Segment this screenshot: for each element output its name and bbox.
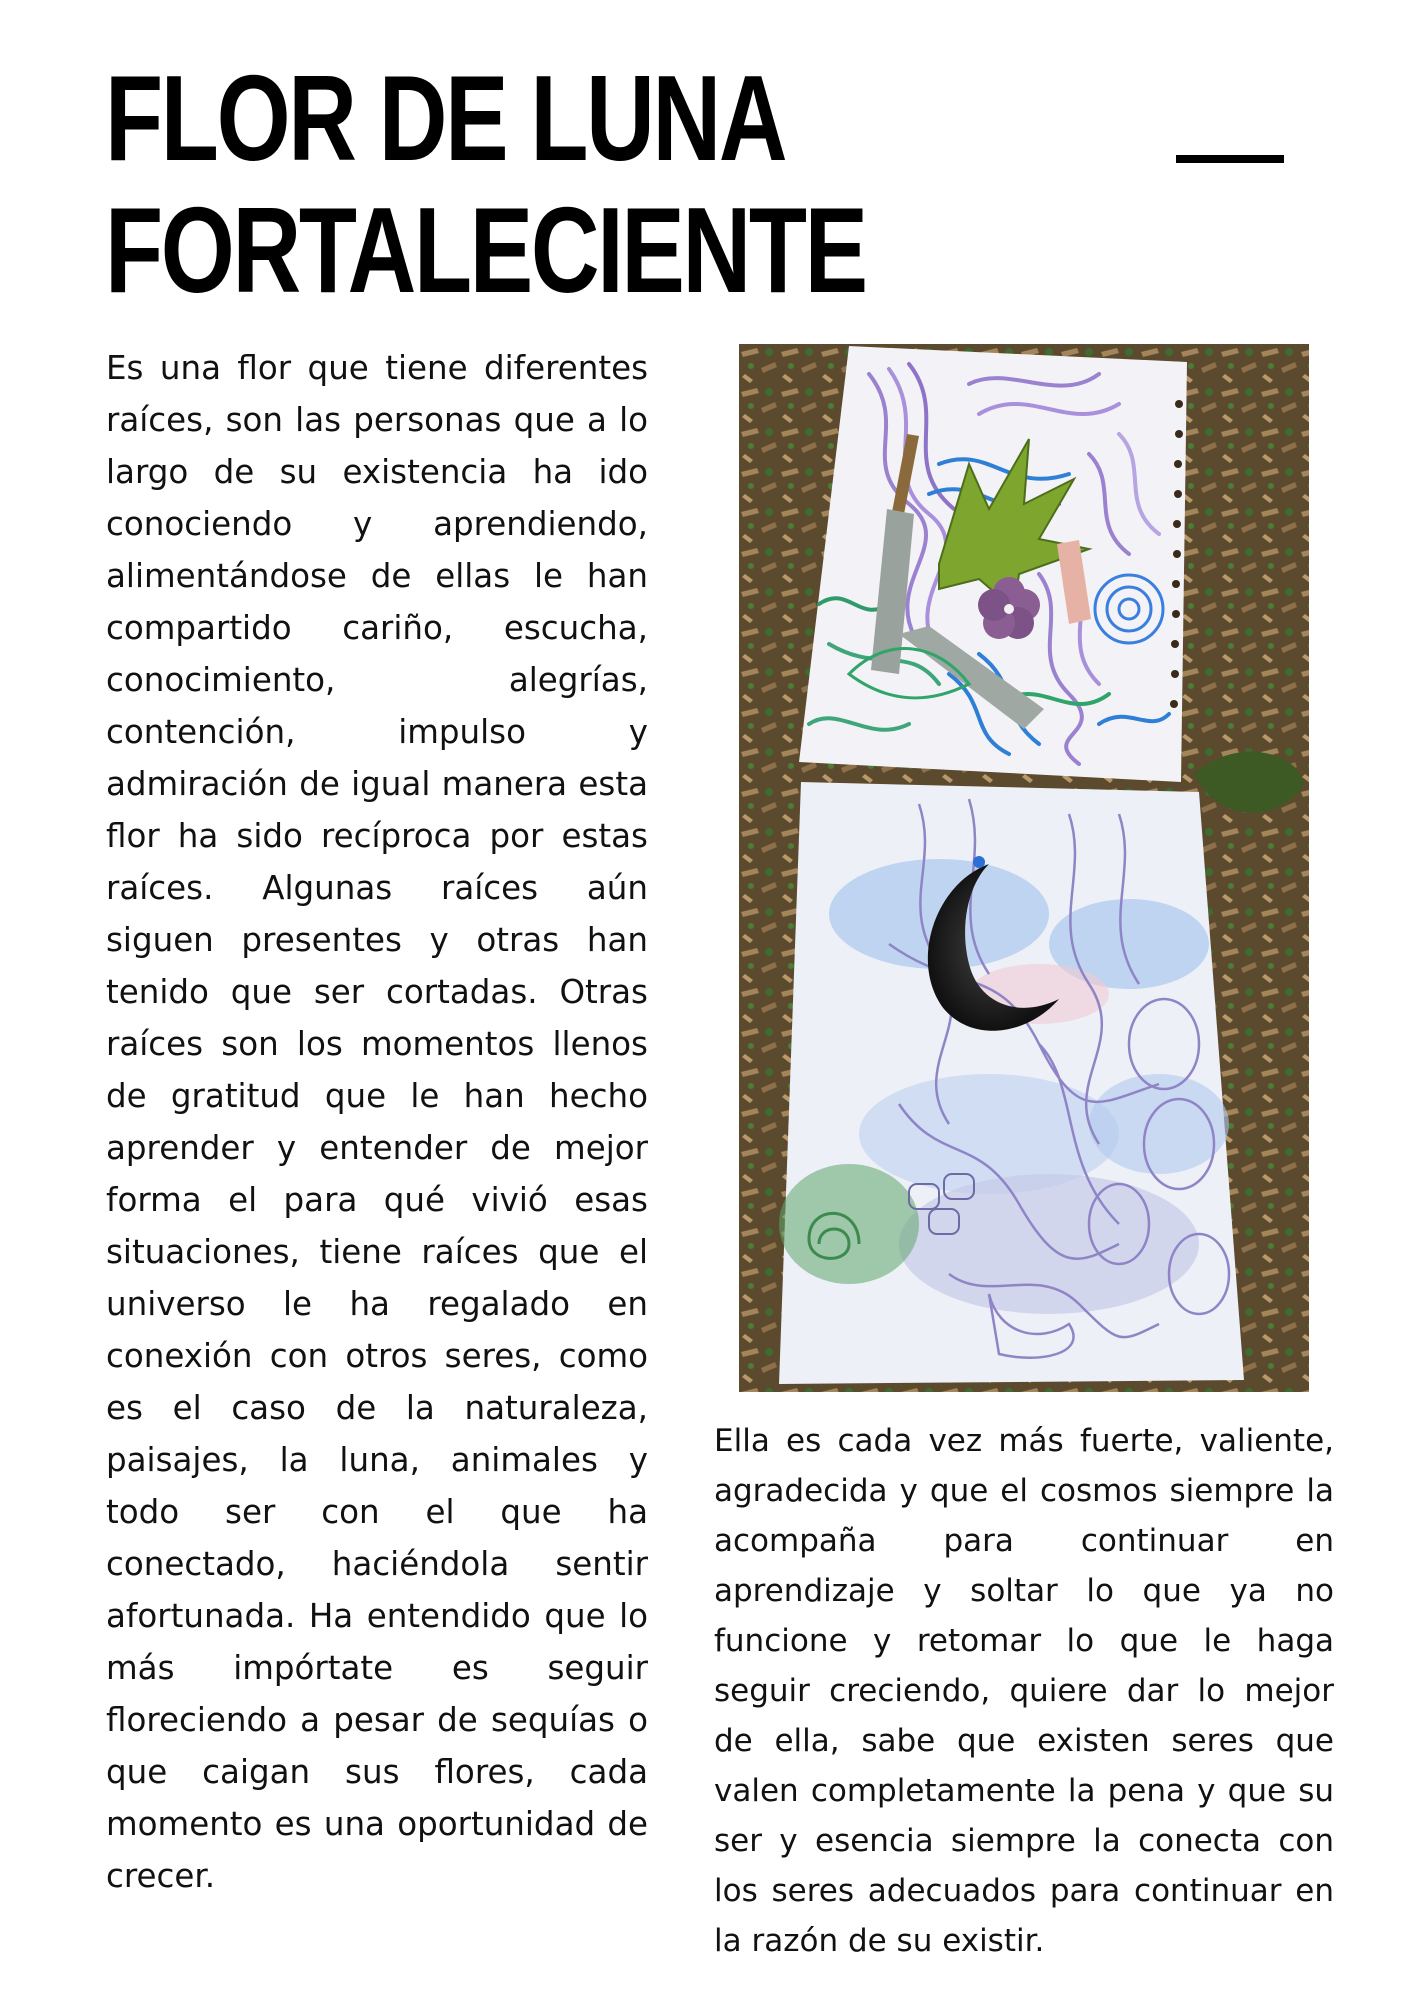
left-paragraph: Es una flor que tiene diferentes raíces, son las personas que a lo largo de su existencia ha ido conociendo y aprendiendo, alimentándose de ellas le han compartido cariño, escucha, conocimiento, alegrías, contención, impulso y admiración de igual manera esta flor ha sido recíproca por estas raíces. Algunas raíces aún siguen presentes y otras han tenido que ser cortadas. Otras raíces son los momentos llenos de gratitud que le han hecho aprender y entender de mejor forma el para qué vivió esas situaciones, tiene raíces que el universo le ha regalado en conexión con otros seres, como es el caso de la naturaleza, paisajes, la luna, animales y todo ser con el que ha conectado, haciéndola sentir afortunada. Ha entendido que lo más impórtate es seguir floreciendo a pesar de sequías o que caigan sus flores, cada momento es una oportunidad de crecer. bbox=[106, 349, 648, 1895]
artwork-illustration bbox=[739, 344, 1309, 1392]
decorative-dash bbox=[1176, 155, 1284, 163]
right-paragraph: Ella es cada vez más fuerte, valiente, agradecida y que el cosmos siempre la acompaña para continuar en aprendizaje y soltar lo que ya no funcione y retomar lo que le haga seguir creciendo, quiere dar lo mejor de ella, sabe que existen seres que valen completamente la pena y que su ser y esencia siempre la conecta con los seres adecuados para continuar en la razón de su existir. bbox=[714, 1423, 1334, 1959]
artwork-photo bbox=[739, 344, 1309, 1392]
title-line-1: FLOR DE LUNA bbox=[105, 50, 786, 186]
title-line-2: FORTALECIENTE bbox=[105, 182, 866, 318]
page-title bbox=[105, 52, 866, 316]
